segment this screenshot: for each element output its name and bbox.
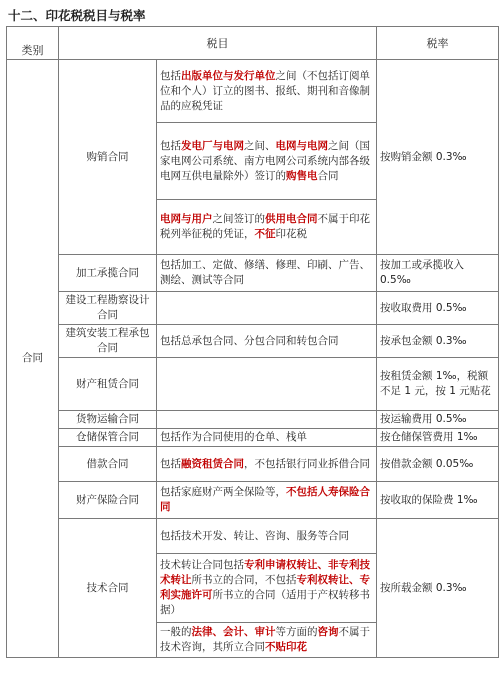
header-item: 税目 (59, 27, 377, 60)
item-rate: 按收取的保险费 1‰ (377, 482, 499, 519)
highlight: 不征 (254, 228, 276, 240)
item-desc (157, 200, 377, 255)
item-desc: 包括加工、定做、修缮、修理、印刷、广告、测绘、测试等合同 (157, 255, 377, 292)
text: 包括 (160, 139, 181, 152)
item-desc (157, 123, 377, 200)
highlight: 购售电 (286, 169, 318, 182)
item-name: 技术合同 (59, 519, 157, 658)
item-rate: 按借款金额 0.05‰ (377, 447, 499, 482)
item-name: 借款合同 (59, 447, 157, 482)
item-desc (157, 482, 377, 519)
highlight: 专利权转让、专利实施许可 (160, 574, 370, 601)
text: 之间签订的 (212, 213, 265, 225)
item-name: 财产租赁合同 (59, 358, 157, 411)
text: 不属于印花税列举征税的凭证， (160, 213, 370, 240)
item-desc: 包括作为合同使用的仓单、栈单 (157, 429, 377, 447)
table-row (7, 429, 499, 447)
item-rate: 按承包金额 0.3‰ (377, 325, 499, 358)
table-row (7, 519, 499, 554)
text: 合同 (317, 169, 339, 182)
highlight: 融资租赁合同 (181, 457, 244, 470)
text: 所书立的合同，不包括 (191, 574, 297, 586)
highlight: 法律、会计、审计 (191, 626, 276, 638)
item-name: 加工承揽合同 (59, 255, 157, 292)
item-desc (157, 447, 377, 482)
highlight: 不贴印花 (265, 641, 307, 653)
highlight: 出版单位与发行单位 (181, 69, 276, 82)
item-desc (157, 554, 377, 623)
highlight: 不包括人寿保险合同 (160, 486, 370, 513)
text: 包括家庭财产两全保险等， (160, 486, 286, 498)
header-category: 类别 (7, 27, 59, 60)
highlight: 咨询 (317, 626, 339, 638)
header-rate: 税率 (377, 27, 499, 60)
table-row (7, 358, 499, 411)
item-rate: 按收取费用 0.5‰ (377, 292, 499, 325)
item-desc: 包括技术开发、转让、咨询、服务等合同 (157, 519, 377, 554)
highlight: 电网与电网 (275, 139, 328, 152)
text: 所书立的合同（适用于产权转移书据） (160, 589, 370, 616)
text: 一般的 (160, 626, 192, 638)
table-row (7, 60, 499, 123)
text: 之间（国家电网公司系统、南方电网公司系统内部各级电网互供电量除外）签订的 (160, 139, 370, 182)
item-name: 货物运输合同 (59, 411, 157, 429)
text: 印花税 (275, 228, 307, 240)
item-rate: 按所载金额 0.3‰ (377, 519, 499, 658)
item-name: 购销合同 (59, 60, 157, 255)
table-row (7, 255, 499, 292)
highlight: 发电厂与电网 (181, 139, 244, 152)
item-rate: 按加工或承揽收入 0.5‰ (377, 255, 499, 292)
item-rate: 按仓储保管费用 1‰ (377, 429, 499, 447)
text: 之间（不包括订阅单位和个人）订立的图书、报纸、期刊和音像制品的应税凭证 (160, 69, 370, 112)
table-row (7, 447, 499, 482)
item-desc (157, 60, 377, 123)
text: 不属于技术咨询，其所立合同 (160, 626, 370, 653)
stamp-tax-table (6, 26, 499, 658)
item-rate: 按运输费用 0.5‰ (377, 411, 499, 429)
item-desc (157, 411, 377, 429)
text: 包括 (160, 69, 181, 82)
text: 技术转让合同包括 (160, 559, 244, 571)
item-desc (157, 292, 377, 325)
text: ，不包括银行同业拆借合同 (244, 457, 370, 470)
table-row (7, 482, 499, 519)
item-desc (157, 623, 377, 658)
item-name: 建设工程勘察设计合同 (59, 292, 157, 325)
text: 之间、 (244, 139, 276, 152)
text: 等方面的 (275, 626, 318, 638)
item-desc (157, 358, 377, 411)
table-row (7, 411, 499, 429)
table-header-row (7, 27, 499, 60)
highlight: 专利申请权转让、非专利技术转让 (160, 559, 370, 586)
highlight: 电网与用户 (160, 213, 213, 225)
item-name: 财产保险合同 (59, 482, 157, 519)
table-row (7, 292, 499, 325)
item-rate: 按购销金额 0.3‰ (377, 60, 499, 255)
item-desc: 包括总承包合同、分包合同和转包合同 (157, 325, 377, 358)
category-cell: 合同 (7, 60, 59, 658)
text: 包括 (160, 457, 181, 470)
page-title: 十二、印花税税目与税率 (8, 8, 146, 23)
item-rate: 按租赁金额 1‰，税额不足 1 元，按 1 元贴花 (377, 358, 499, 411)
item-name: 仓储保管合同 (59, 429, 157, 447)
highlight: 供用电合同 (265, 213, 318, 225)
table-row (7, 325, 499, 358)
item-name: 建筑安装工程承包合同 (59, 325, 157, 358)
